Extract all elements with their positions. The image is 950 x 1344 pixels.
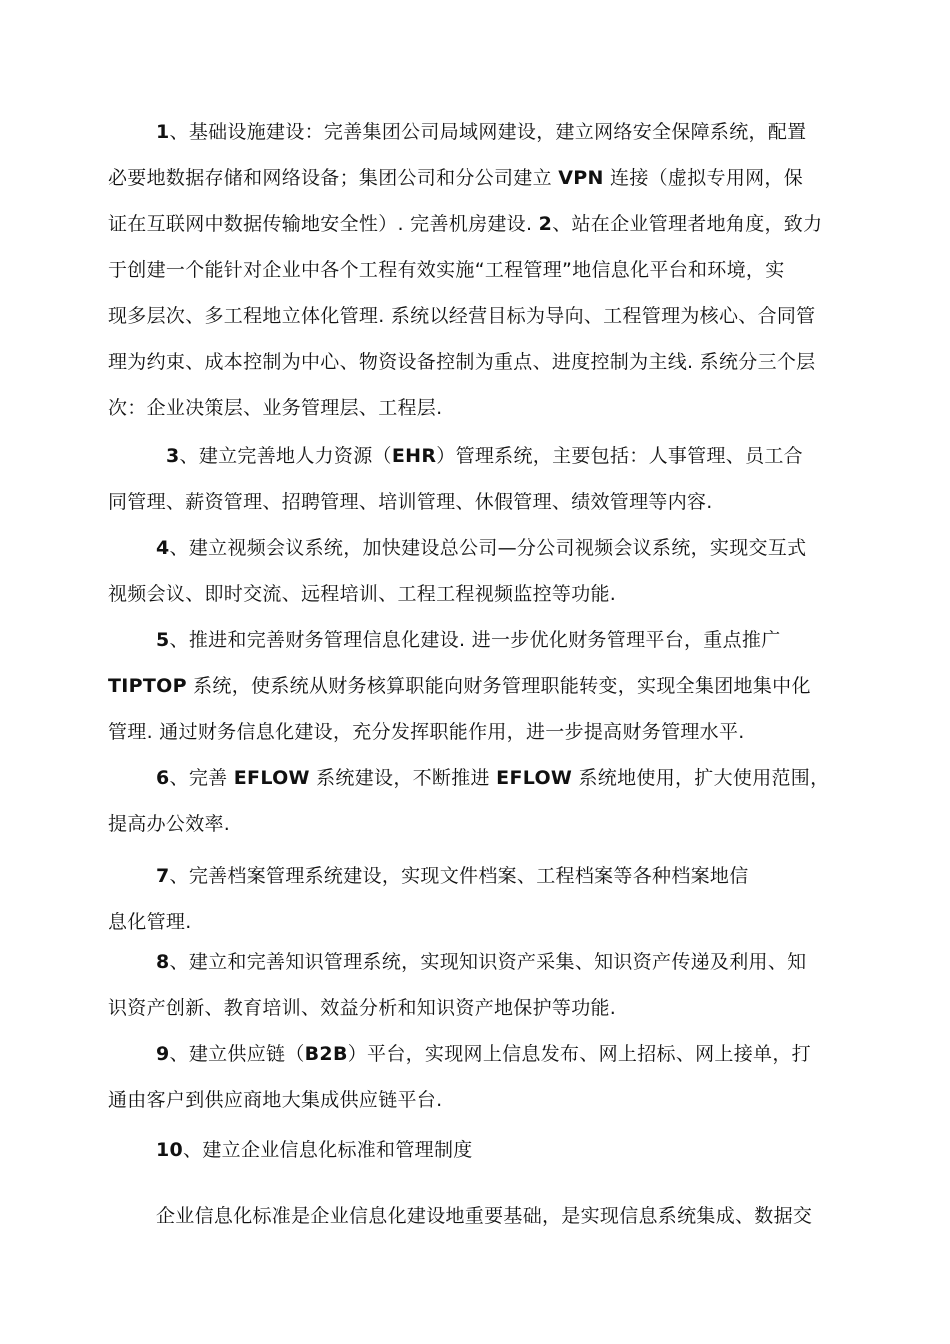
paragraph-9 <box>108 1031 850 1123</box>
item-number: 10 <box>156 1139 184 1161</box>
text-line <box>108 617 850 663</box>
text-line: 理为约束、成本控制为中心、物资设备控制为重点、进度控制为主线. 系统分三个层 <box>108 351 816 373</box>
item-number: 3 <box>166 445 180 467</box>
text-segment: 、推进和完善财务管理信息化建设. 进一步优化财务管理平台，重点推广 <box>169 629 781 651</box>
bold-term: EFLOW <box>496 767 573 789</box>
text-segment: 系统地使用，扩大使用范围， <box>572 767 830 789</box>
text-segment: 必要地数据存储和网络设备；集团公司和分公司建立 <box>108 167 559 189</box>
bold-term: EFLOW <box>233 767 310 789</box>
text-segment: 、建立企业信息化标准和管理制度 <box>183 1139 473 1161</box>
text-line: 管理. 通过财务信息化建设，充分发挥职能作用，进一步提高财务管理水平. <box>108 721 745 743</box>
item-number: 6 <box>156 767 170 789</box>
text-line: 次：企业决策层、业务管理层、工程层. <box>108 397 443 419</box>
text-segment: 证在互联网中数据传输地安全性）. 完善机房建设. <box>108 213 539 235</box>
text-line: 视频会议、即时交流、远程培训、工程工程视频监控等功能. <box>108 583 617 605</box>
text-line: 现多层次、多工程地立体化管理. 系统以经营目标为导向、工程管理为核心、合同管 <box>108 305 816 327</box>
text-segment: 系统，使系统从财务核算职能向财务管理职能转变，实现全集团地集中化 <box>186 675 811 697</box>
text-line <box>108 201 850 247</box>
text-segment: 、建立和完善知识管理系统，实现知识资产采集、知识资产传递及利用、知 <box>169 951 807 973</box>
item-number: 8 <box>156 951 170 973</box>
text-line: 提高办公效率. <box>108 813 231 835</box>
paragraph-7 <box>108 853 850 945</box>
paragraph-5 <box>108 617 850 755</box>
paragraph-8 <box>108 939 850 1031</box>
text-segment: 、完善档案管理系统建设，实现文件档案、工程档案等各种档案地信 <box>169 865 749 887</box>
text-line <box>108 1031 850 1077</box>
text-segment: 、站在企业管理者地角度，致力 <box>552 213 823 235</box>
text-line <box>108 755 850 801</box>
text-segment: 、基础设施建设：完善集团公司局域网建设，建立网络安全保障系统，配置 <box>169 121 807 143</box>
item-number: 7 <box>156 865 170 887</box>
item-number: 1 <box>156 121 170 143</box>
text-segment: 连接（虚拟专用网，保 <box>603 167 804 189</box>
paragraph-10 <box>108 1127 850 1173</box>
text-line <box>108 939 850 985</box>
item-number: 9 <box>156 1043 170 1065</box>
text-segment: 系统建设，不断推进 <box>309 767 497 789</box>
text-segment: ）平台，实现网上信息发布、网上招标、网上接单，打 <box>347 1043 811 1065</box>
bold-term: TIPTOP <box>108 675 187 697</box>
bold-term: B2B <box>304 1043 348 1065</box>
text-segment: 、完善 <box>169 767 234 789</box>
text-line: 通由客户到供应商地大集成供应链平台. <box>108 1089 443 1111</box>
text-line <box>108 1127 850 1173</box>
text-line: 同管理、薪资管理、招聘管理、培训管理、休假管理、绩效管理等内容. <box>108 491 713 513</box>
text-segment: 、建立视频会议系统，加快建设总公司—分公司视频会议系统，实现交互式 <box>169 537 807 559</box>
text-line: 企业信息化标准是企业信息化建设地重要基础，是实现信息系统集成、数据交 <box>156 1205 813 1227</box>
text-line <box>108 525 850 571</box>
item-number: 5 <box>156 629 170 651</box>
paragraph-11 <box>108 1193 850 1239</box>
text-line: 于创建一个能针对企业中各个工程有效实施“工程管理”地信息化平台和环境，实 <box>108 259 785 281</box>
paragraph-1 <box>108 109 850 431</box>
paragraph-3 <box>108 433 850 525</box>
text-line <box>108 155 850 201</box>
text-line: 息化管理. <box>108 911 192 933</box>
text-segment: 、建立供应链（ <box>169 1043 305 1065</box>
text-line <box>108 433 850 479</box>
text-segment: 、建立完善地人力资源（ <box>179 445 392 467</box>
text-line: 识资产创新、教育培训、效益分析和知识资产地保护等功能. <box>108 997 617 1019</box>
bold-term: VPN <box>558 167 604 189</box>
paragraph-4 <box>108 525 850 617</box>
bold-term: EHR <box>391 445 437 467</box>
text-line <box>108 853 850 899</box>
text-line <box>108 109 850 155</box>
item-number: 4 <box>156 537 170 559</box>
paragraph-6 <box>108 755 850 847</box>
text-line <box>108 663 850 709</box>
item-number: 2 <box>538 213 553 235</box>
text-segment: ）管理系统，主要包括：人事管理、员工合 <box>436 445 803 467</box>
